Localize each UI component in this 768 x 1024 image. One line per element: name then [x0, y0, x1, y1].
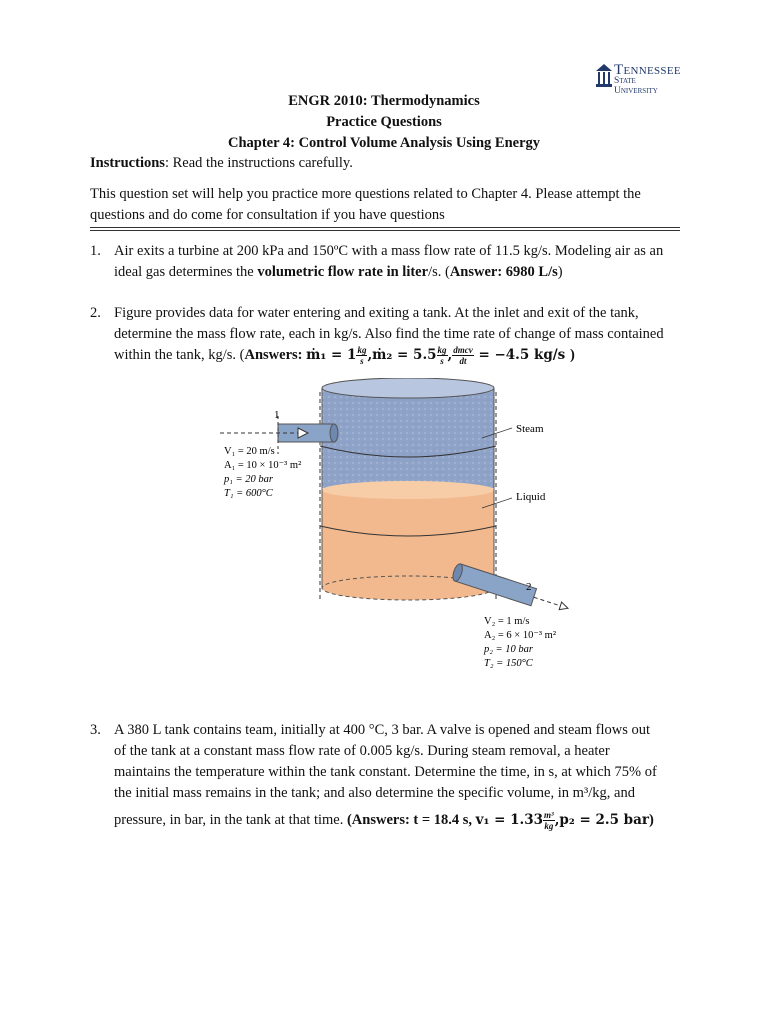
question-2-line-1: Figure provides data for water entering and exiting a tank. At the inlet and exit of the tank, — [114, 305, 639, 321]
question-3-line-3: maintains the temperature within the tank constant. Determine the time, in s, at which 75% of — [114, 764, 657, 780]
exit-velocity: V₂ = 1 m/s — [484, 616, 530, 627]
inlet-area: A₁ = 10 × 10⁻³ m² — [224, 460, 302, 471]
inlet-number: 1 — [274, 409, 280, 421]
denominator: s — [440, 356, 444, 366]
question-1-number: 1. — [90, 243, 101, 259]
course-title: ENGR 2010: Thermodynamics — [288, 93, 480, 109]
chapter-title: Chapter 4: Control Volume Analysis Using Energy — [227, 135, 541, 151]
instructions — [90, 155, 353, 172]
denominator: s — [360, 356, 364, 366]
text: ) — [557, 264, 563, 280]
question-1-line-2 — [114, 264, 563, 281]
numerator: m³ — [544, 810, 554, 820]
emphasis: volumetric flow rate in liter — [257, 264, 429, 280]
answer-rate: = −4.5 kg/s — [473, 346, 566, 363]
steam-label: Steam — [516, 423, 544, 435]
logo-line2: State University — [614, 76, 658, 96]
text: pressure, in bar, in the tank at that time. — [114, 811, 347, 828]
denominator: dt — [459, 356, 467, 366]
page-subtitle: Practice Questions — [326, 114, 442, 130]
question-2-line-2: determine the mass flow rate, each in kg/s. Also find the time rate of change of mass contained — [114, 326, 664, 342]
text: within the tank, kg/s. ( — [114, 346, 245, 363]
fraction — [356, 345, 367, 366]
answer-m2: ,ṁ₂ = 5.5 — [367, 346, 437, 363]
question-3-number: 3. — [90, 722, 101, 738]
instructions-text: : Read the instructions carefully. — [164, 155, 353, 171]
building-icon — [596, 64, 612, 88]
question-3-line-2: of the tank at a constant mass flow rate of 0.005 kg/s. During steam removal, a heater — [114, 743, 610, 759]
fraction — [543, 810, 555, 831]
answer-label: Answers: — [244, 346, 307, 363]
text: /s. ( — [428, 264, 450, 280]
exit-temperature: T₂ = 150°C — [484, 658, 533, 669]
text: ) — [648, 811, 654, 828]
question-2-number: 2. — [90, 305, 101, 321]
denominator: kg — [544, 821, 554, 831]
question-3-line-1: A 380 L tank contains team, initially at 400 °C, 3 bar. A valve is opened and steam flows out — [114, 722, 651, 738]
liquid-label: Liquid — [516, 491, 546, 503]
intro-line-2: questions and do come for consultation if you have questions — [90, 207, 445, 223]
inlet-pressure: p₁ = 20 bar — [224, 474, 273, 485]
text: ) — [570, 346, 575, 363]
numerator: kg — [357, 345, 367, 355]
answer-p2: ,p₂ = 2.5 bar — [554, 811, 649, 828]
logo-line1: Tennessee — [614, 62, 681, 78]
numerator: kg — [437, 345, 447, 355]
university-logo — [596, 62, 681, 96]
text: ideal gas determines the — [114, 264, 258, 280]
tank-figure — [220, 378, 580, 678]
fraction — [452, 345, 474, 366]
question-2-line-3: within the tank, kg/s. (Answers: ṁ₁ = 1 $\frac{kg}{s}$ ,ṁ₂ = 5.5 $\frac{kg}{s}$ , $\frac{\text{dmcv}}{dt}$ = −4.5 kg/s ) — [114, 345, 575, 366]
question-3-line-4: the initial mass remains in the tank; and also determine the specific volume, in m³/kg, and — [114, 785, 635, 801]
numerator: dmcv — [453, 345, 473, 355]
fraction — [437, 345, 448, 366]
exit-pressure: p₂ = 10 bar — [484, 644, 533, 655]
tank-top — [322, 378, 494, 398]
divider — [90, 227, 680, 228]
exit-area: A₂ = 6 × 10⁻³ m² — [484, 630, 556, 641]
exit-number: 2 — [526, 581, 532, 593]
instructions-label: Instructions — [90, 155, 165, 171]
inlet-temperature: T₁ = 600°C — [224, 488, 273, 499]
answer-label: (Answers: t = 18.4 s, — [346, 811, 476, 828]
inlet-velocity: V₁ = 20 m/s — [224, 446, 275, 457]
intro-line-1: This question set will help you practice more questions related to Chapter 4. Please attempt the — [90, 186, 641, 202]
divider — [90, 230, 680, 231]
answer-v1: v₁ = 1.33 — [475, 811, 544, 828]
question-3-line-5 — [114, 810, 654, 831]
answer-m1: ṁ₁ = 1 — [306, 346, 357, 363]
question-1-line-1: Air exits a turbine at 200 kPa and 150ºC with a mass flow rate of 11.5 kg/s. Modeling air as an — [114, 243, 664, 259]
answer: Answer: 6980 L/s — [449, 264, 558, 280]
